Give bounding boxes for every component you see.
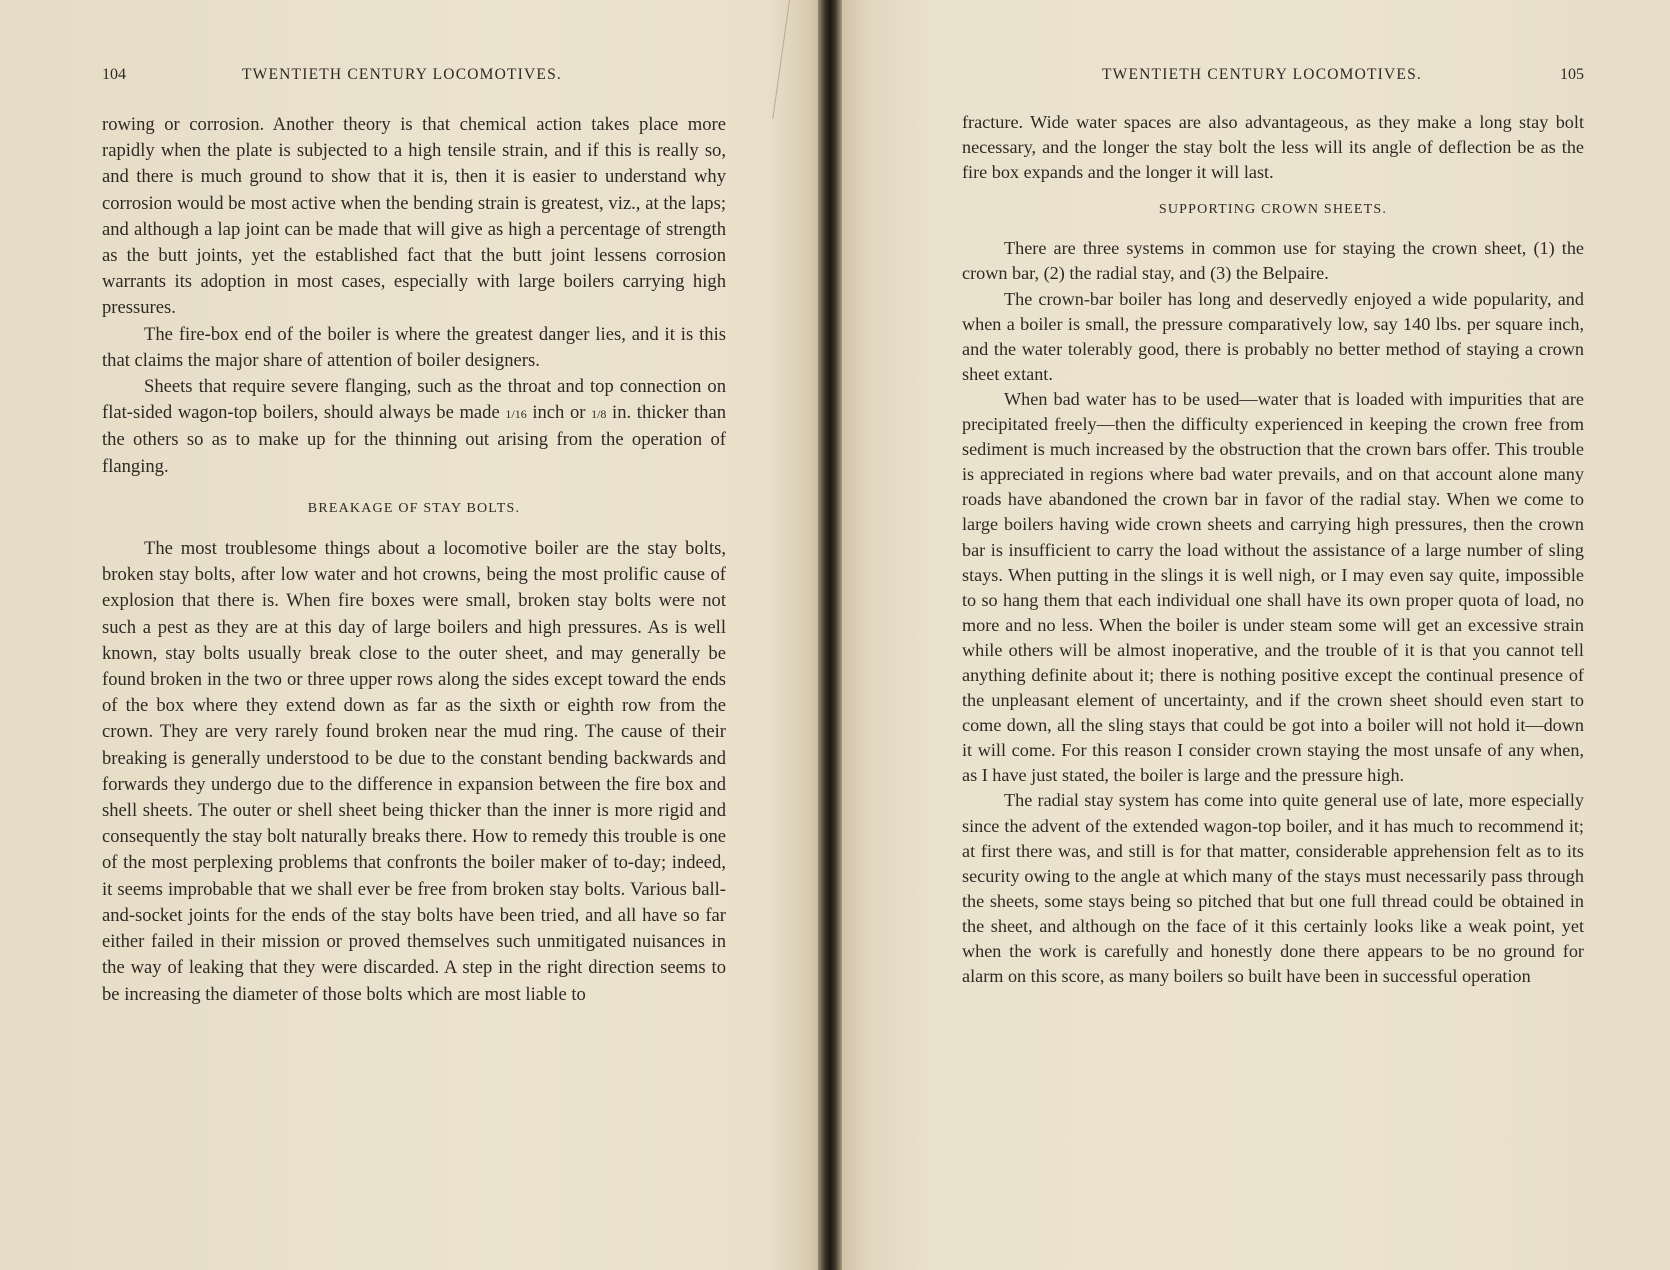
right-paragraph-1: fracture. Wide water spaces are also advantageous, as they make a long stay bolt necessary, and the longer the stay bolt the less will its angle of deflection be as the fire box expands and the longer it will last. xyxy=(962,112,1584,183)
left-paragraph-4: The most troublesome things about a locomotive boiler are the stay bolts, broken stay bolts, after low water and hot crowns, being the most prolific cause of explosion that there is. When fire boxes were small, broken stay bolts were not such a pest as they are at this day of large boilers and high pressures. As is well known, stay bolts usually break close to the outer sheet, and may generally be found broken in the two or three upper rows along the sides except toward the ends of the box where they extend down as far as the sixth or eighth row from the crown. They are very rarely found broken near the mud ring. The cause of their breaking is generally understood to be due to the constant bending backwards and forwards they undergo due to the difference in expansion between the fire box and shell sheets. The outer or shell sheet being thicker than the inner is more rigid and consequently the stay bolt naturally breaks there. How to remedy this trouble is one of the most perplexing problems that confronts the boiler maker of to-day; indeed, it seems improbable that we shall ever be free from broken stay bolts. Various ball-and-socket joints for the ends of the stay bolts have been tried, and all have so far either failed in their mission or proved themselves such unmitigated nuisances in the way of leaking that they were discarded. A step in the right direction seems to be increasing the diameter of those bolts which are most liable to xyxy=(102,538,726,1005)
section-heading-stay-bolts: BREAKAGE OF STAY BOLTS. xyxy=(307,500,521,516)
right-paragraph-2: There are three systems in common use for staying the crown sheet, (1) the crown bar, (2) the radial stay, and (3) the Belpaire. xyxy=(962,238,1584,284)
left-page-number: 104 xyxy=(102,66,126,83)
fraction-one-sixteenth: 1/16 xyxy=(505,407,527,422)
left-running-head xyxy=(102,66,726,88)
left-running-title: TWENTIETH CENTURY LOCOMOTIVES. xyxy=(242,66,562,83)
left-paragraph-3 xyxy=(102,374,726,480)
right-paragraph-3: The crown-bar boiler has long and deservedly enjoyed a wide popularity, and when a boiler is small, the pressure comparatively low, say 140 lbs. per square inch, and the water tolerably good, there is probably no better method of staying a crown sheet extant. xyxy=(962,288,1584,384)
left-paragraph-2: The fire-box end of the boiler is where the greatest danger lies, and it is this that claims the major share of attention of boiler designers. xyxy=(102,323,726,371)
left-paragraph-1: rowing or corrosion. Another theory is that chemical action takes place more rapidly when the plate is subjected to a high tensile strain, and if this is really so, and there is much ground to show that it is, then it is easier to understand why corrosion would be most active when the bending strain is greatest, viz., at the laps; and although a lap joint can be made that will give as high a percentage of strength as the butt joints, yet the established fact that the butt joint lessens corrosion warrants its adoption in most cases, especially with large boilers carrying high pressures. xyxy=(102,114,726,319)
right-paragraph-5: The radial stay system has come into quite general use of late, more especially since the advent of the extended wagon-top boiler, and it has much to recommend it; at first there was, and still is for that matter, considerable apprehension felt as to its security owing to the angle at which many of the stays must necessarily pass through the sheets, some stays being so pitched that but one full thread could be obtained in the sheet, and although on the face of it this certainly looks like a weak point, yet when the work is carefully and honestly done there appears to be no ground for alarm on this score, as many boilers so built have been in successful operation xyxy=(962,790,1584,987)
right-page-body xyxy=(962,110,1584,989)
book-gutter xyxy=(818,0,842,1270)
right-page xyxy=(962,0,1584,1270)
left-paragraph-3-text-a: Sheets that require severe flanging, such as the throat and top connection on flat-sided wagon-top boilers, should always be made xyxy=(102,376,726,424)
left-page-body xyxy=(102,112,726,1008)
section-heading-crown-sheets: SUPPORTING CROWN SHEETS. xyxy=(1158,202,1388,218)
left-page xyxy=(102,0,726,1270)
page-edge xyxy=(772,0,790,119)
right-page-number: 105 xyxy=(1560,66,1584,83)
left-paragraph-3-text-c: in. thicker than the others so as to make up for the thinning out arising from the operation of flanging. xyxy=(102,402,727,477)
right-running-head xyxy=(962,66,1584,88)
left-paragraph-3-text-b: inch or xyxy=(532,402,586,424)
fraction-one-eighth: 1/8 xyxy=(591,407,607,422)
right-paragraph-4: When bad water has to be used—water that is loaded with impurities that are precipitated freely—then the difficulty experienced in keeping the crown free from sediment is much increased by the obstruction that the crown bars offer. This trouble is appreciated in regions where bad water prevails, and on that account alone many roads have abandoned the crown bar in favor of the radial stay. When we come to large boilers having wide crown sheets and carrying high pressures, then the crown bar is insufficient to carry the load without the assistance of a large number of sling stays. When putting in the slings it is well nigh, or I may even say quite, impossible to so hang them that each individual one shall have its own proper quota of load, no more and no less. When the boiler is under steam some will get an excessive strain while others will be almost inoperative, and the trouble of it is that you cannot tell anything definite about it; there is nothing positive except the continual presence of the unpleasant element of uncertainty, and if the crown sheet should even start to come down, all the sling stays that could be got into a boiler will not hold it—down it will come. For this reason I consider crown staying the most unsafe of any when, as I have just stated, the boiler is large and the pressure high. xyxy=(962,388,1584,786)
right-running-title: TWENTIETH CENTURY LOCOMOTIVES. xyxy=(1102,66,1422,83)
